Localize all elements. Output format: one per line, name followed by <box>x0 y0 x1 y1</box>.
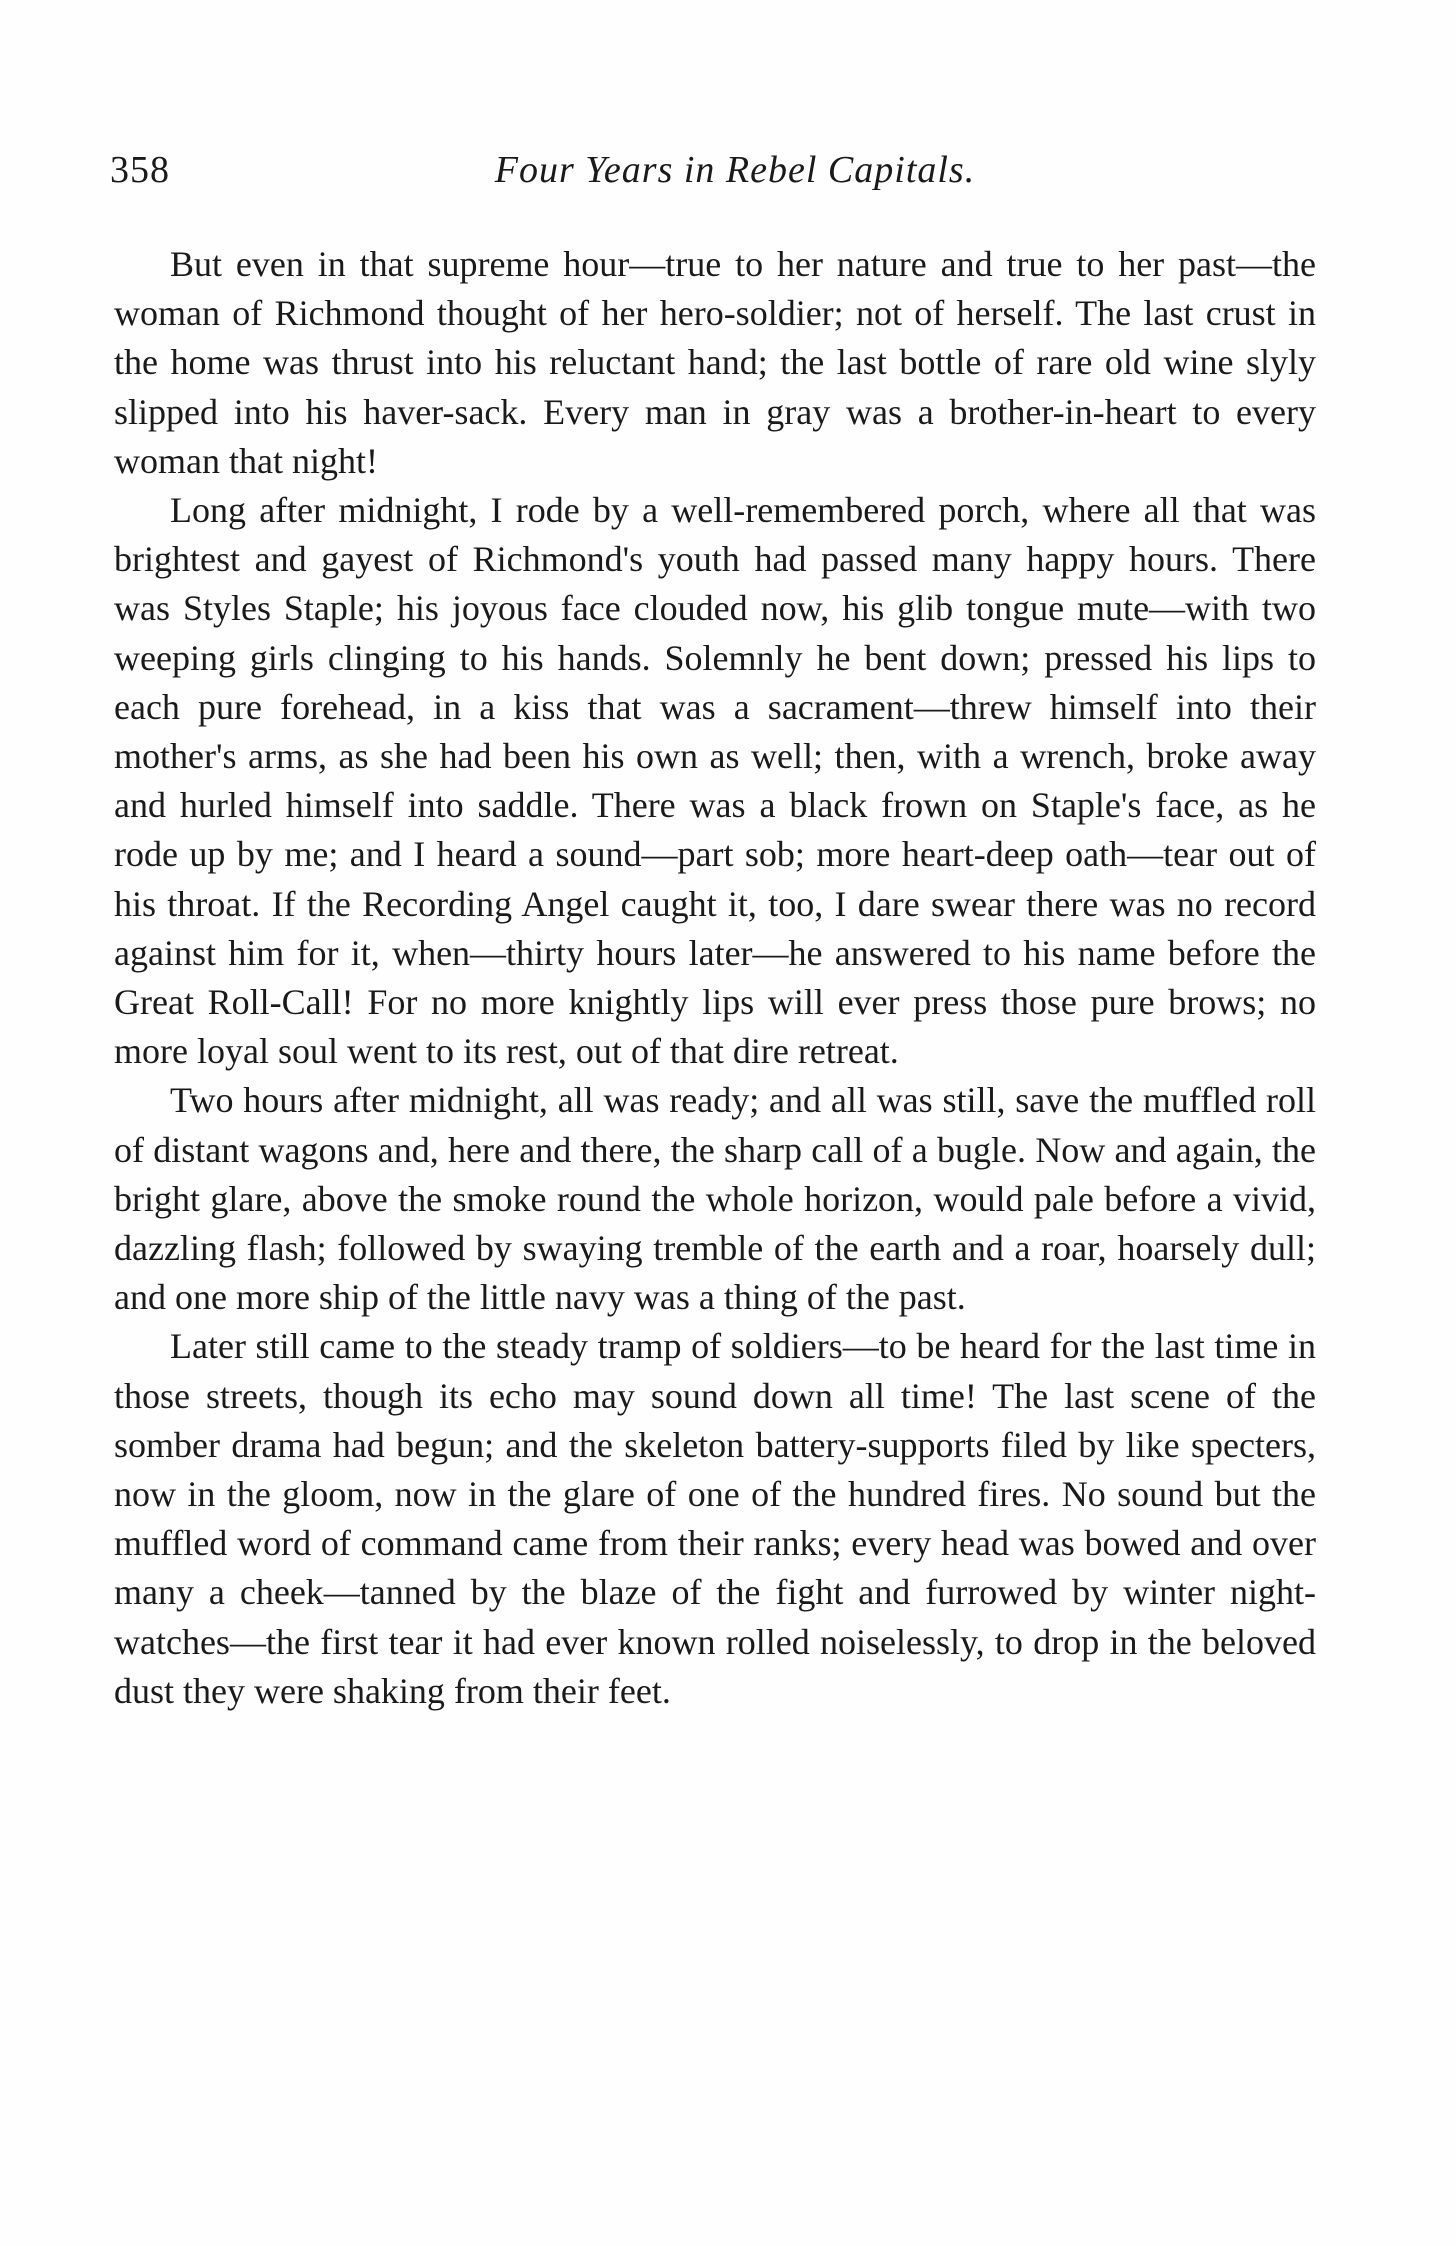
paragraph-4: Later still came to the steady tramp of soldiers—to be heard for the last time in those streets, though its echo may sound down all time! The last scene of the somber drama had begun; and the skeleton battery-supports filed by like specters, now in the gloom, now in the glare of one of the hundred fires. No sound but the muffled word of command came from their ranks; every head was bowed and over many a cheek—tanned by the blaze of the fight and furrowed by winter night-watches—the first tear it had ever known rolled noiselessly, to drop in the beloved dust they were shaking from their feet. <box>114 1326 1316 1711</box>
page-number: 358 <box>110 149 170 191</box>
body-text <box>114 240 1316 1716</box>
paragraph-2: Long after midnight, I rode by a well-remembered porch, where all that was brightest and gayest of Richmond's youth had passed many happy hours. There was Styles Staple; his joyous face clouded now, his glib tongue mute—with two weeping girls clinging to his hands. Solemnly he bent down; pressed his lips to each pure forehead, in a kiss that was a sacrament—threw himself into their mother's arms, as she had been his own as well; then, with a wrench, broke away and hurled himself into saddle. There was a black frown on Staple's face, as he rode up by me; and I heard a sound—part sob; more heart-deep oath—tear out of his throat. If the Recording Angel caught it, too, I dare swear there was no record against him for it, when—thirty hours later—he answered to his name before the Great Roll-Call! For no more knightly lips will ever press those pure brows; no more loyal soul went to its rest, out of that dire retreat. <box>114 490 1316 1072</box>
paragraph-1: But even in that supreme hour—true to her nature and true to her past—the woman of Richmond thought of her hero-soldier; not of herself. The last crust in the home was thrust into his reluctant hand; the last bottle of rare old wine slyly slipped into his haver-sack. Every man in gray was a brother-in-heart to every woman that night! <box>114 244 1316 481</box>
running-title: Four Years in Rebel Capitals. <box>494 149 976 191</box>
page-header <box>110 148 1320 208</box>
paragraph-3: Two hours after midnight, all was ready; and all was still, save the muffled roll of distant wagons and, here and there, the sharp call of a bugle. Now and again, the bright glare, above the smoke round the whole horizon, would pale before a vivid, dazzling flash; followed by swaying tremble of the earth and a roar, hoarsely dull; and one more ship of the little navy was a thing of the past. <box>114 1080 1316 1318</box>
